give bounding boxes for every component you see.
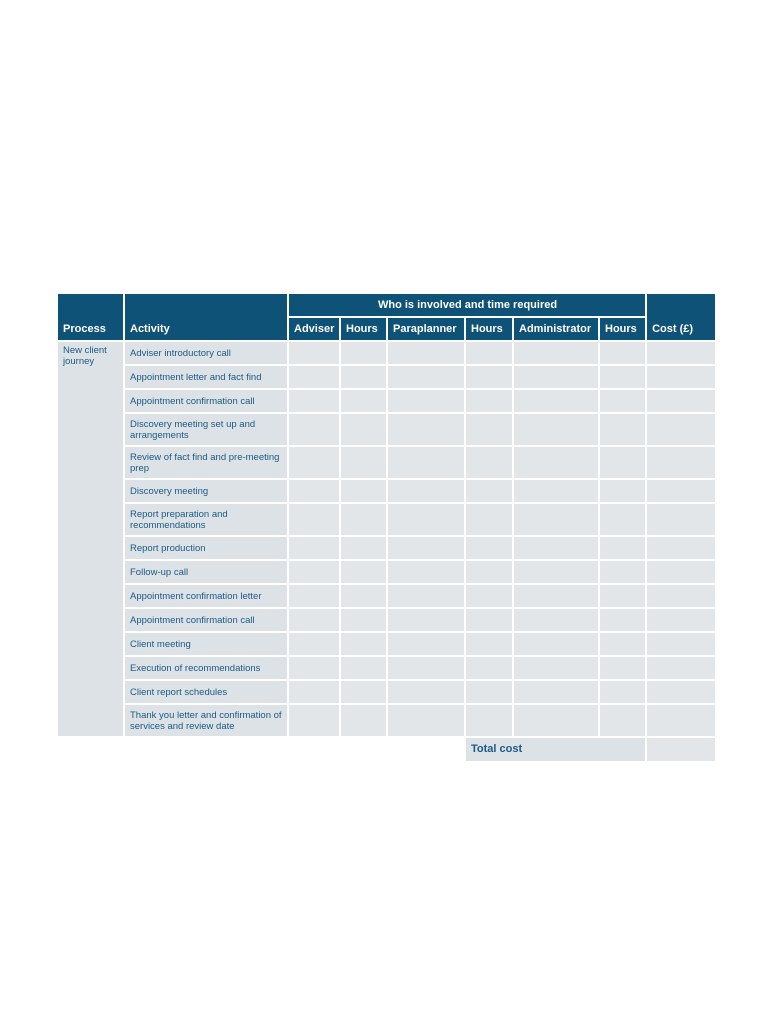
cost-input-cell[interactable] [647,390,715,412]
administrator-input-cell[interactable] [514,390,598,412]
table-row [58,414,715,445]
activity-cell: Thank you letter and confirmation of services and review date [125,705,287,736]
adviser-hours-input-cell[interactable] [341,633,386,655]
paraplanner-input-cell[interactable] [388,537,464,559]
administrator-input-cell[interactable] [514,705,598,736]
paraplanner-hours-input-cell[interactable] [466,705,512,736]
activity-cell: Follow-up call [125,561,287,583]
activity-cell: Client report schedules [125,681,287,703]
header-activity: Activity [125,294,287,340]
paraplanner-input-cell[interactable] [388,633,464,655]
administrator-input-cell[interactable] [514,447,598,478]
paraplanner-hours-input-cell[interactable] [466,414,512,445]
administrator-input-cell[interactable] [514,681,598,703]
paraplanner-input-cell[interactable] [388,447,464,478]
table-row [58,390,715,412]
table-row [58,585,715,607]
administrator-hours-input-cell[interactable] [600,657,645,679]
table-row [58,561,715,583]
administrator-hours-input-cell[interactable] [600,414,645,445]
administrator-hours-input-cell[interactable] [600,366,645,388]
adviser-input-cell[interactable] [289,633,339,655]
adviser-hours-input-cell[interactable] [341,609,386,631]
adviser-input-cell[interactable] [289,342,339,364]
cost-input-cell[interactable] [647,657,715,679]
administrator-hours-input-cell[interactable] [600,705,645,736]
activity-cell: Appointment confirmation call [125,609,287,631]
client-journey-cost-table [56,292,717,763]
adviser-hours-input-cell[interactable] [341,480,386,502]
adviser-hours-input-cell[interactable] [341,585,386,607]
header-paraplanner: Paraplanner [388,318,464,340]
paraplanner-input-cell[interactable] [388,480,464,502]
administrator-input-cell[interactable] [514,366,598,388]
adviser-hours-input-cell[interactable] [341,657,386,679]
adviser-hours-input-cell[interactable] [341,705,386,736]
paraplanner-hours-input-cell[interactable] [466,480,512,502]
adviser-hours-input-cell[interactable] [341,414,386,445]
header-adviser: Adviser [289,318,339,340]
activity-cell: Discovery meeting [125,480,287,502]
table-row [58,633,715,655]
administrator-hours-input-cell[interactable] [600,504,645,535]
adviser-input-cell[interactable] [289,681,339,703]
cost-input-cell[interactable] [647,480,715,502]
cost-input-cell[interactable] [647,537,715,559]
paraplanner-input-cell[interactable] [388,561,464,583]
paraplanner-hours-input-cell[interactable] [466,561,512,583]
total-cost-label: Total cost [466,738,645,761]
paraplanner-hours-input-cell[interactable] [466,681,512,703]
administrator-input-cell[interactable] [514,609,598,631]
administrator-input-cell[interactable] [514,342,598,364]
header-cost: Cost (£) [647,294,715,340]
activity-cell: Appointment letter and fact find [125,366,287,388]
total-row-spacer [58,738,464,761]
table-row [58,537,715,559]
administrator-input-cell[interactable] [514,561,598,583]
activity-cell: Appointment confirmation letter [125,585,287,607]
paraplanner-hours-input-cell[interactable] [466,633,512,655]
paraplanner-hours-input-cell[interactable] [466,537,512,559]
adviser-input-cell[interactable] [289,585,339,607]
administrator-hours-input-cell[interactable] [600,342,645,364]
administrator-hours-input-cell[interactable] [600,390,645,412]
paraplanner-input-cell[interactable] [388,681,464,703]
activity-cell: Adviser introductory call [125,342,287,364]
cost-table-wrapper [56,292,715,763]
administrator-input-cell[interactable] [514,633,598,655]
header-who-involved: Who is involved and time required [289,294,645,316]
header-administrator-hours: Hours [600,318,645,340]
adviser-hours-input-cell[interactable] [341,537,386,559]
activity-cell: Discovery meeting set up and arrangements [125,414,287,445]
adviser-hours-input-cell[interactable] [341,504,386,535]
adviser-input-cell[interactable] [289,657,339,679]
table-row [58,366,715,388]
table-row [58,504,715,535]
activity-cell: Report preparation and recommendations [125,504,287,535]
header-adviser-hours: Hours [341,318,386,340]
paraplanner-input-cell[interactable] [388,585,464,607]
adviser-hours-input-cell[interactable] [341,681,386,703]
cost-input-cell[interactable] [647,504,715,535]
cost-input-cell[interactable] [647,633,715,655]
adviser-input-cell[interactable] [289,705,339,736]
paraplanner-input-cell[interactable] [388,705,464,736]
header-process: Process [58,294,123,340]
administrator-input-cell[interactable] [514,585,598,607]
header-paraplanner-hours: Hours [466,318,512,340]
cost-input-cell[interactable] [647,561,715,583]
activity-cell: Review of fact find and pre-meeting prep [125,447,287,478]
adviser-input-cell[interactable] [289,504,339,535]
paraplanner-input-cell[interactable] [388,342,464,364]
table-row [58,609,715,631]
cost-input-cell[interactable] [647,414,715,445]
paraplanner-input-cell[interactable] [388,390,464,412]
adviser-input-cell[interactable] [289,609,339,631]
paraplanner-hours-input-cell[interactable] [466,390,512,412]
paraplanner-hours-input-cell[interactable] [466,585,512,607]
adviser-input-cell[interactable] [289,414,339,445]
paraplanner-input-cell[interactable] [388,657,464,679]
table-row [58,447,715,478]
total-cost-input-cell[interactable] [647,738,715,761]
adviser-hours-input-cell[interactable] [341,390,386,412]
administrator-hours-input-cell[interactable] [600,633,645,655]
paraplanner-input-cell[interactable] [388,609,464,631]
adviser-input-cell[interactable] [289,447,339,478]
administrator-input-cell[interactable] [514,480,598,502]
adviser-input-cell[interactable] [289,480,339,502]
administrator-input-cell[interactable] [514,414,598,445]
paraplanner-hours-input-cell[interactable] [466,366,512,388]
administrator-input-cell[interactable] [514,657,598,679]
adviser-hours-input-cell[interactable] [341,447,386,478]
administrator-hours-input-cell[interactable] [600,537,645,559]
table-row [58,342,715,364]
cost-input-cell[interactable] [647,705,715,736]
cost-input-cell[interactable] [647,342,715,364]
adviser-input-cell[interactable] [289,537,339,559]
paraplanner-hours-input-cell[interactable] [466,342,512,364]
cost-input-cell[interactable] [647,447,715,478]
adviser-hours-input-cell[interactable] [341,561,386,583]
cost-input-cell[interactable] [647,609,715,631]
activity-cell: Report production [125,537,287,559]
paraplanner-input-cell[interactable] [388,366,464,388]
process-cell: New client journey [58,342,123,736]
paraplanner-input-cell[interactable] [388,504,464,535]
cost-input-cell[interactable] [647,366,715,388]
administrator-hours-input-cell[interactable] [600,609,645,631]
table-row [58,657,715,679]
adviser-input-cell[interactable] [289,390,339,412]
table-row [58,705,715,736]
paraplanner-input-cell[interactable] [388,414,464,445]
administrator-hours-input-cell[interactable] [600,681,645,703]
administrator-hours-input-cell[interactable] [600,480,645,502]
paraplanner-hours-input-cell[interactable] [466,504,512,535]
table-row [58,480,715,502]
header-administrator: Administrator [514,318,598,340]
administrator-input-cell[interactable] [514,504,598,535]
table-row [58,681,715,703]
paraplanner-hours-input-cell[interactable] [466,657,512,679]
administrator-hours-input-cell[interactable] [600,585,645,607]
administrator-input-cell[interactable] [514,537,598,559]
administrator-hours-input-cell[interactable] [600,447,645,478]
paraplanner-hours-input-cell[interactable] [466,447,512,478]
paraplanner-hours-input-cell[interactable] [466,609,512,631]
activity-cell: Appointment confirmation call [125,390,287,412]
activity-cell: Client meeting [125,633,287,655]
adviser-input-cell[interactable] [289,561,339,583]
adviser-hours-input-cell[interactable] [341,366,386,388]
adviser-input-cell[interactable] [289,366,339,388]
cost-input-cell[interactable] [647,681,715,703]
adviser-hours-input-cell[interactable] [341,342,386,364]
cost-input-cell[interactable] [647,585,715,607]
activity-cell: Execution of recommendations [125,657,287,679]
total-row [58,738,715,761]
administrator-hours-input-cell[interactable] [600,561,645,583]
